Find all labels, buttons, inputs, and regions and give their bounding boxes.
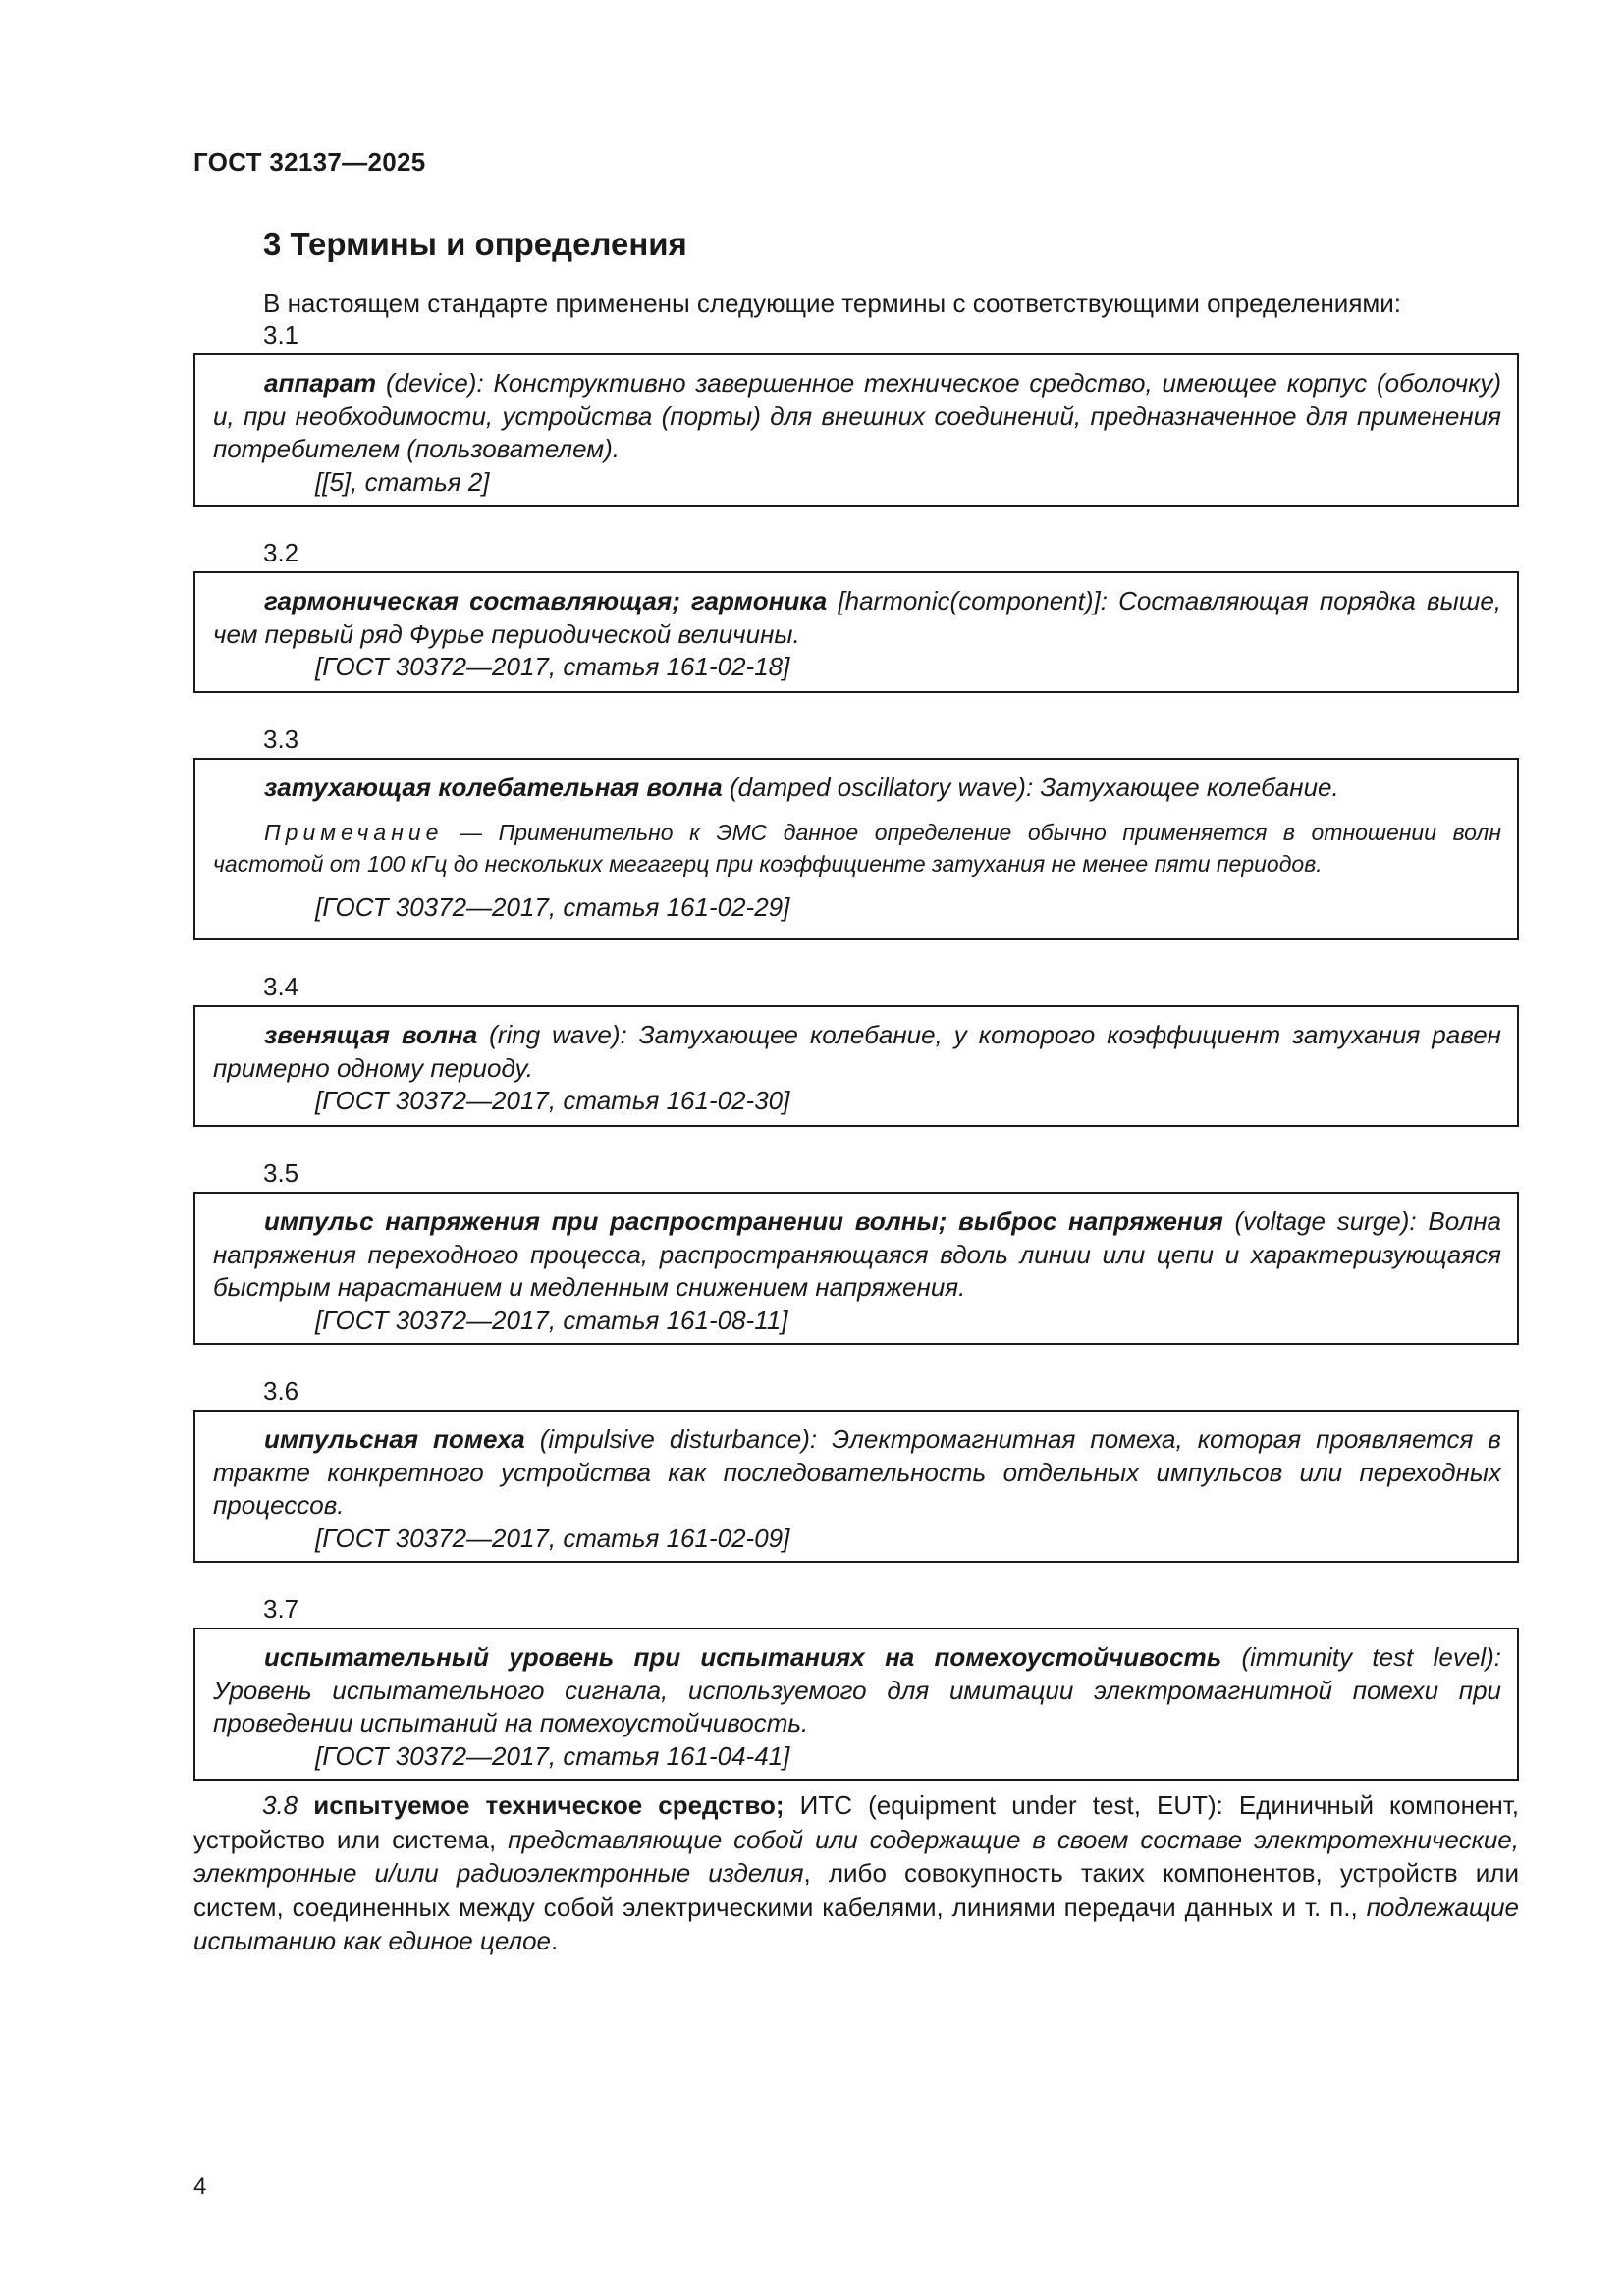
term-text: (voltage surge): Волна напряжения переходного процесса, распространяющаяся вдоль линии или цепи и характеризующаяся быстрым нарастанием и медленным снижением напряжения.: [213, 1206, 1502, 1302]
term-definition: [213, 1641, 1501, 1740]
term-box: [193, 353, 1519, 507]
term-name: импульсная помеха: [264, 1424, 525, 1454]
term-name: гармоническая составляющая; гармоника: [264, 586, 828, 615]
term-text-italic: подлежащие испытанию как единое целое: [193, 1892, 1519, 1955]
term-text: (immunity test level): Уровень испытательного сигнала, используемого для имитации электромагнитной помехи при проведении испытаний на помехоустойчивость.: [213, 1642, 1501, 1737]
term-name: аппарат: [264, 368, 377, 398]
term-number: 3.3: [263, 724, 299, 754]
term-source: [ГОСТ 30372—2017, статья 161-02-09]: [315, 1522, 790, 1553]
term-definition: [213, 1019, 1501, 1085]
section-title: 3 Термины и определения: [263, 226, 687, 262]
term-3-8-paragraph: [193, 1789, 1519, 1958]
term-text: , либо совокупность таких компонентов, устройств или систем, соединенных между собой электрическими кабелями, линиями передачи данных и т. п.,: [193, 1858, 1519, 1922]
term-definition: [213, 1423, 1501, 1522]
term-source: [ГОСТ 30372—2017, статья 161-08-11]: [315, 1305, 788, 1335]
term-source: [ГОСТ 30372—2017, статья 161-02-30]: [315, 1086, 790, 1115]
term-number: 3.4: [263, 972, 299, 1001]
term-number: 3.7: [263, 1594, 299, 1624]
term-name: испытуемое техническое средство;: [313, 1790, 785, 1820]
term-text: (device): Конструктивно завершенное техническое средство, имеющее корпус (оболочку) и, при необходимости, устройства (порты) для внешних соединений, предназначенное для применения потребителем (пользователем).: [213, 368, 1501, 463]
term-text-italic: представляющие собой или содержащие в своем составе электротехнические, электронные и/или радиоэлектронные изделия: [193, 1824, 1519, 1888]
term-definition: [213, 585, 1501, 651]
term-text: (ring wave): Затухающее колебание, у которого коэффициент затухания равен примерно одному периоду.: [213, 1020, 1501, 1083]
term-definition: [213, 772, 1501, 805]
term-box: [193, 1410, 1519, 1563]
term-text: (damped oscillatory wave): Затухающее колебание.: [722, 773, 1339, 802]
page-number: 4: [193, 2173, 207, 2200]
term-name: затухающая колебательная волна: [264, 773, 723, 802]
term-box: [193, 758, 1519, 940]
term-text: ИТС (equipment under test, EUT): Единичный компонент, устройство или система,: [193, 1790, 1519, 1854]
term-source: [[5], статья 2]: [315, 466, 490, 497]
note-text: — Применительно к ЭМС данное определение обычно применяется в отношении волн частотой от 100 кГц до нескольких мегагерц при коэффициенте затухания не менее пяти периодов.: [213, 819, 1501, 877]
term-text: [harmonic(component)]: Составляющая порядка выше, чем первый ряд Фурье периодической величины.: [213, 586, 1501, 649]
term-box: [193, 571, 1519, 693]
term-name: импульс напряжения при распространении волны; выброс напряжения: [264, 1206, 1223, 1236]
term-text: .: [551, 1926, 559, 1955]
section-intro: В настоящем стандарте применены следующие термины с соответствующими определениями:: [263, 289, 1402, 318]
document-header: ГОСТ 32137—2025: [193, 147, 426, 177]
term-box: [193, 1005, 1519, 1127]
term-source: [ГОСТ 30372—2017, статья 161-02-29]: [315, 891, 790, 922]
term-number: 3.1: [263, 320, 299, 349]
term-number: 3.8: [262, 1790, 298, 1820]
term-source: [ГОСТ 30372—2017, статья 161-02-18]: [315, 652, 790, 681]
term-number: 3.2: [263, 538, 299, 567]
term-source: [ГОСТ 30372—2017, статья 161-04-41]: [315, 1740, 790, 1771]
term-definition: [213, 1205, 1501, 1305]
note-label: Примечание: [264, 819, 444, 845]
term-note: [213, 817, 1501, 880]
term-number: 3.5: [263, 1158, 299, 1188]
term-name: звенящая волна: [264, 1020, 478, 1049]
term-number: 3.6: [263, 1376, 299, 1406]
term-box: [193, 1192, 1519, 1345]
term-definition: [213, 367, 1501, 466]
term-box: [193, 1628, 1519, 1781]
term-name: испытательный уровень при испытаниях на помехоустойчивость: [264, 1642, 1222, 1672]
term-text: (impulsive disturbance): Электромагнитная помеха, которая проявляется в тракте конкретного устройства как последовательность отдельных импульсов или переходных процессов.: [213, 1424, 1501, 1520]
